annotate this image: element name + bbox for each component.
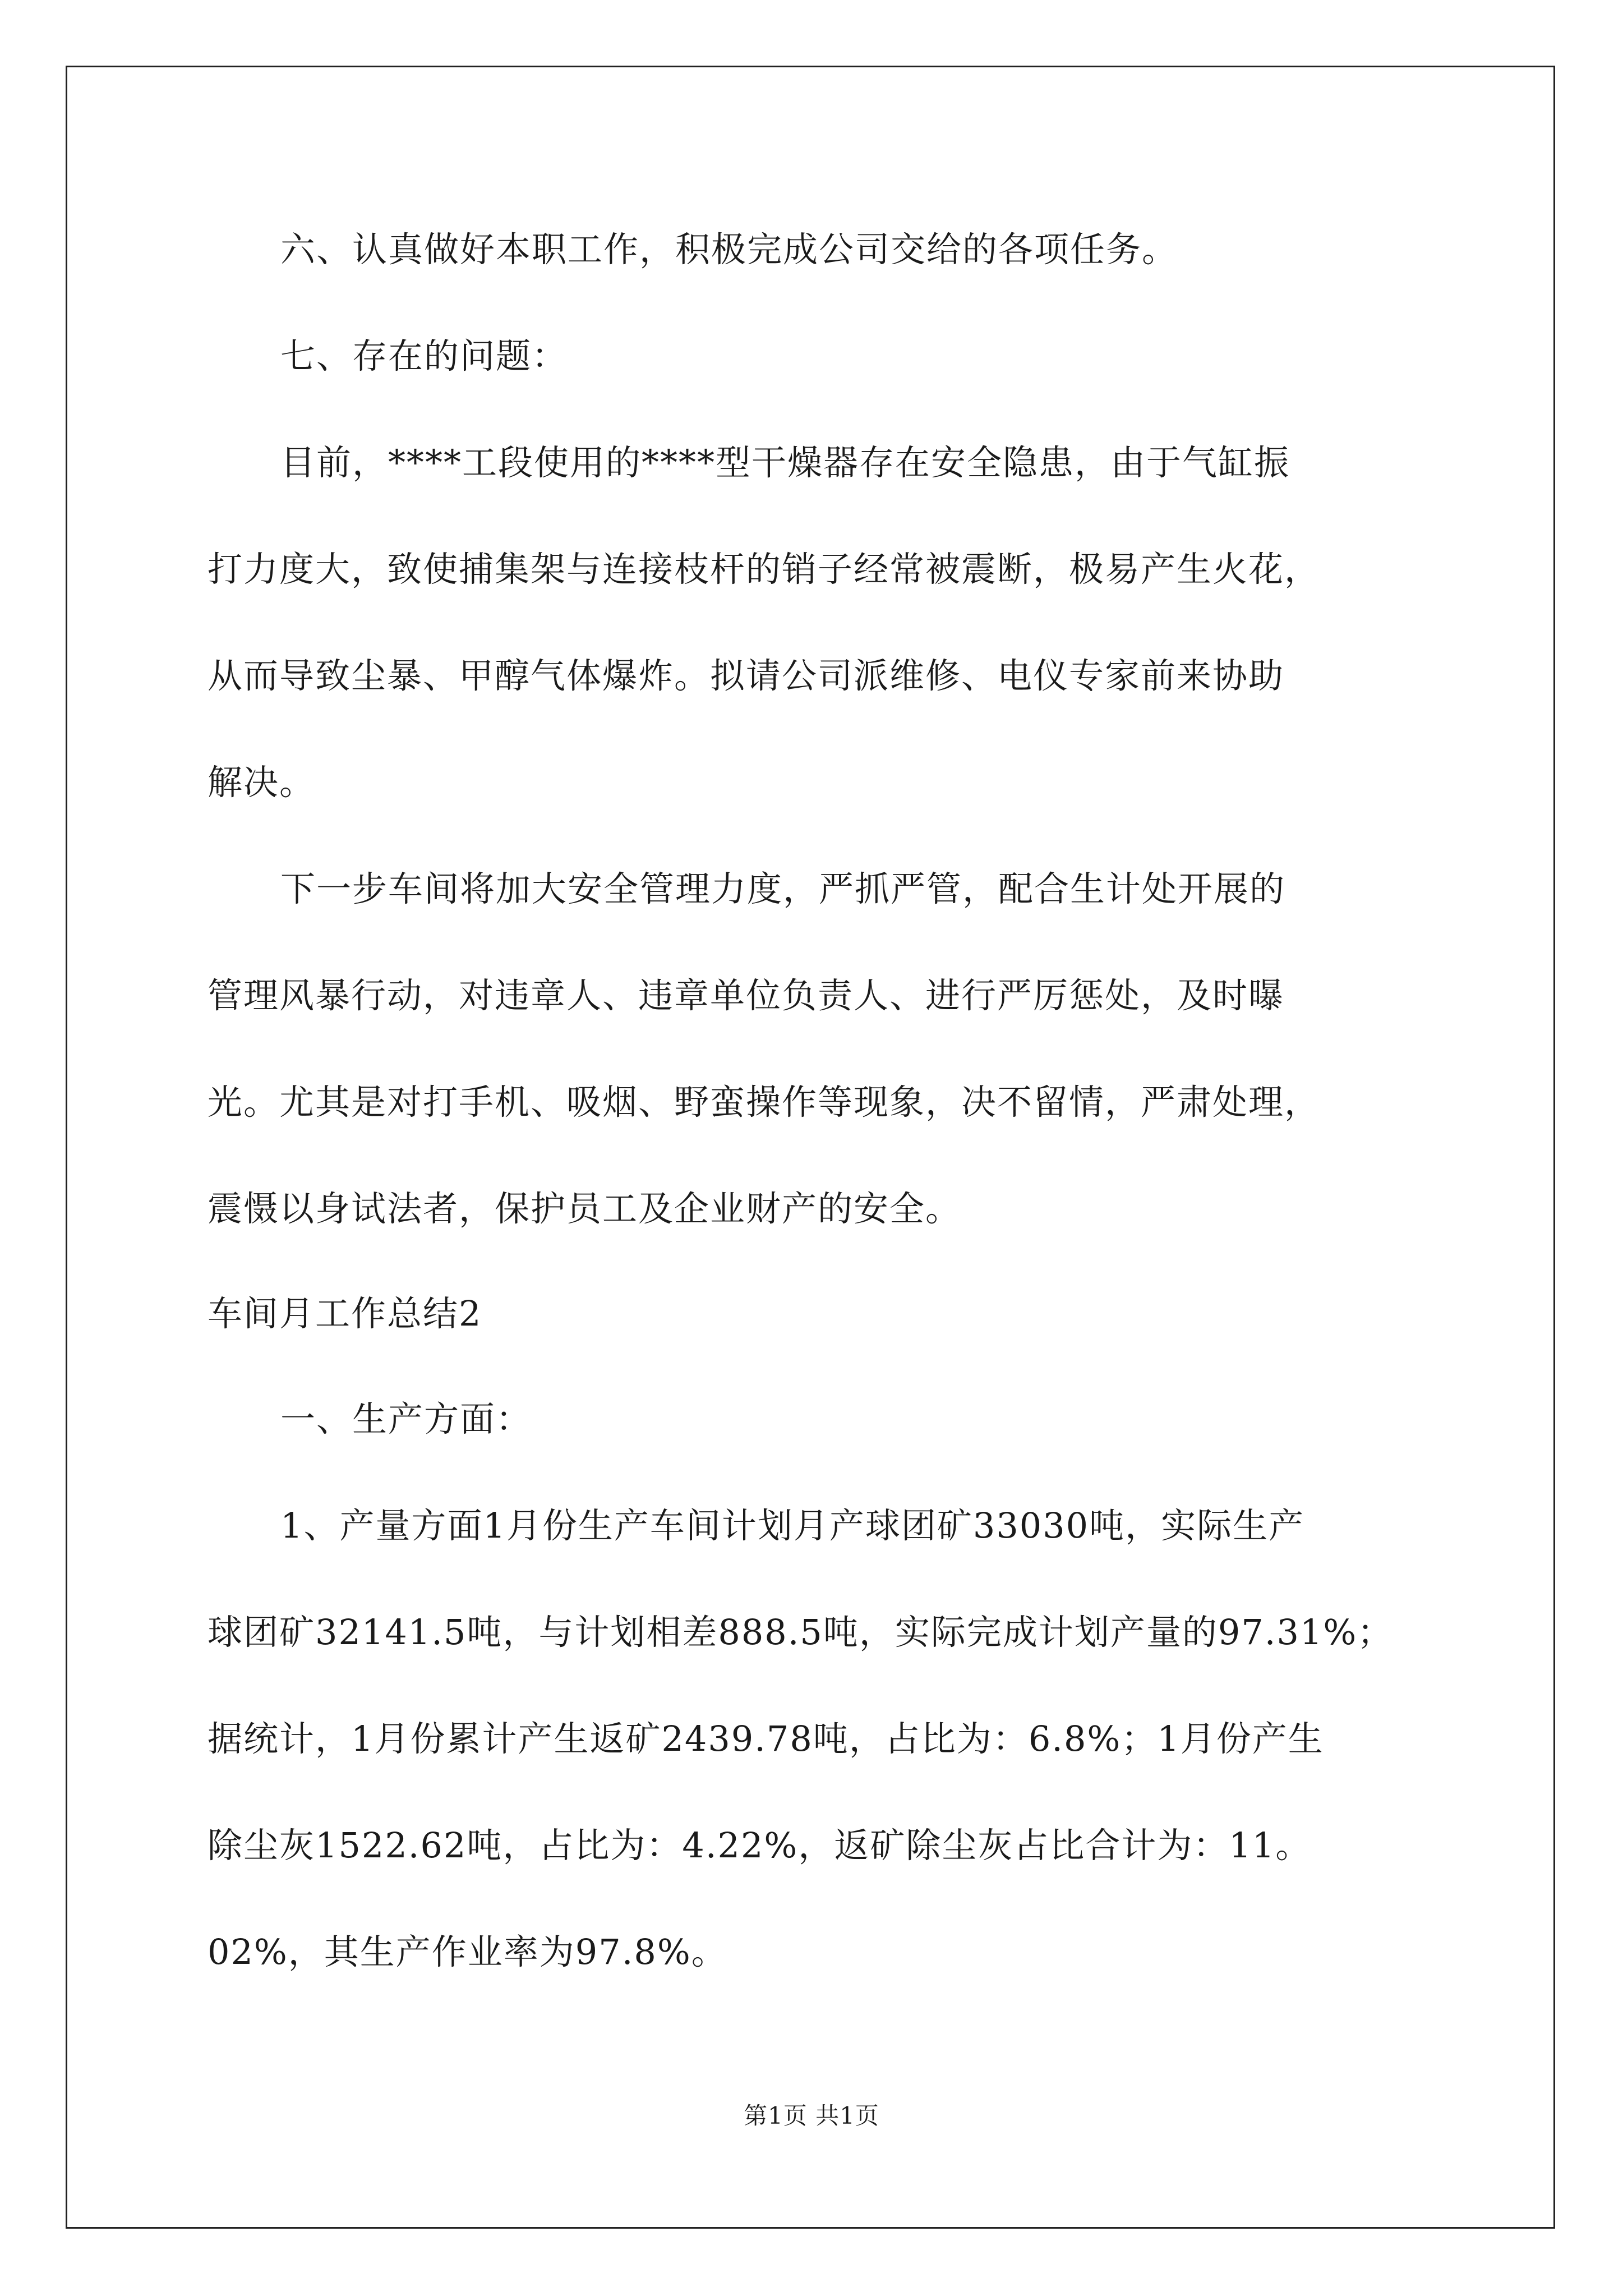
page-number-footer: 第1页 共1页 — [744, 2102, 879, 2129]
paragraph-line: 从而导致尘暴、甲醇气体爆炸。拟请公司派维修、电仪专家前来协助 — [208, 655, 1285, 696]
paragraph-line: 下一步车间将加大安全管理力度，严抓严管，配合生计处开展的 — [280, 868, 1286, 909]
paragraph-line: 02%，其生产作业率为97.8%。 — [208, 1931, 727, 1972]
paragraph-line: 震慑以身试法者，保护员工及企业财产的安全。 — [208, 1188, 962, 1229]
page-frame — [66, 66, 1555, 2229]
paragraph-line: 六、认真做好本职工作，积极完成公司交给的各项任务。 — [280, 229, 1178, 270]
paragraph-line: 1、产量方面1月份生产车间计划月产球团矿33030吨，实际生产 — [280, 1505, 1305, 1546]
document-subtitle: 车间月工作总结2 — [208, 1293, 482, 1334]
paragraph-line: 解决。 — [208, 762, 316, 803]
paragraph-line: 据统计，1月份累计产生返矿2439.78吨，占比为：6.8%；1月份产生 — [208, 1718, 1324, 1759]
paragraph-line: 球团矿32141.5吨，与计划相差888.5吨，实际完成计划产量的97.31%； — [208, 1612, 1394, 1653]
paragraph-line: 除尘灰1522.62吨，占比为：4.22%，返矿除尘灰占比合计为：11。 — [208, 1825, 1312, 1866]
section-heading: 一、生产方面： — [280, 1398, 532, 1439]
paragraph-line: 目前，****工段使用的****型干燥器存在安全隐患，由于气缸振 — [280, 442, 1290, 483]
paragraph-line: 打力度大，致使捕集架与连接枝杆的销子经常被震断，极易产生火花， — [208, 549, 1321, 590]
paragraph-line: 管理风暴行动，对违章人、违章单位负责人、进行严厉惩处，及时曝 — [208, 975, 1285, 1016]
paragraph-line: 光。尤其是对打手机、吸烟、野蛮操作等现象，决不留情，严肃处理， — [208, 1082, 1321, 1122]
section-heading: 七、存在的问题： — [280, 335, 568, 376]
